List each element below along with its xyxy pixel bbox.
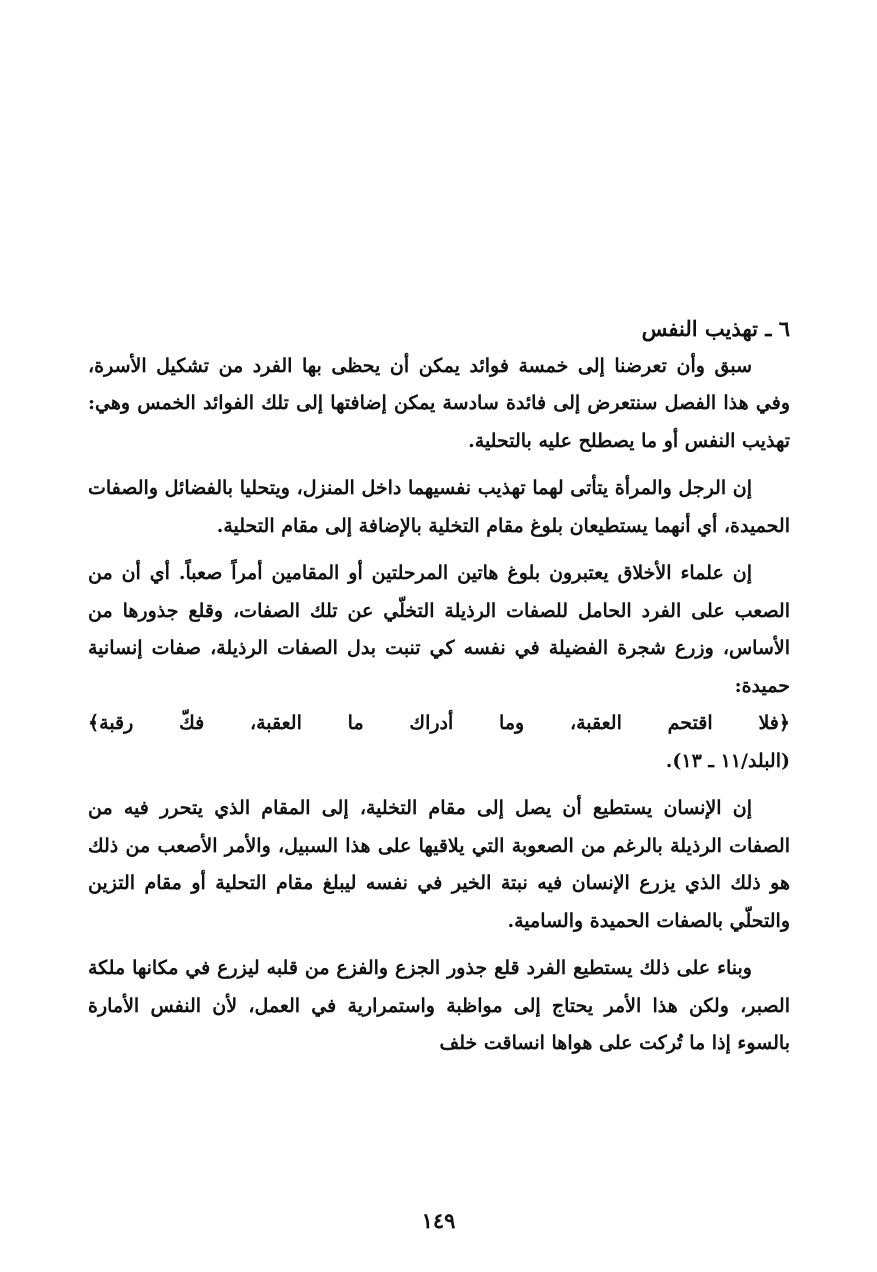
quran-verse: ﴿فلا اقتحم العقبة، وما أدراك ما العقبة، فكّ رقبة﴾ [88, 712, 790, 734]
paragraph-1: سبق وأن تعرضنا إلى خمسة فوائد يمكن أن يحظى بها الفرد من تشكيل الأسرة، وفي هذا الفصل سنتعرض إلى فائدة سادسة يمكن إضافتها إلى تلك الفوائد الخمس وهي: تهذيب النفس أو ما يصطلح عليه بالتحلية. [88, 354, 790, 452]
paragraph-5: وبناء على ذلك يستطيع الفرد قلع جذور الجزع والفزع من قلبه ليزرع في مكانها ملكة الصبر، ولكن هذا الأمر يحتاج إلى مواظبة واستمرارية في العمل، لأن النفس الأمارة بالسوء إذا ما تُركت على هواها انساقت خلف [88, 957, 790, 1054]
paragraph-2: إن الرجل والمرأة يتأتى لهما تهذيب نفسيهما داخل المنزل، ويتحليا بالفضائل والصفات الحميدة، أي أنهما يستطيعان بلوغ مقام التخلية بالإضافة إلى مقام التحلية. [88, 477, 790, 537]
paragraph-4: إن الإنسان يستطيع أن يصل إلى مقام التخلية، إلى المقام الذي يتحرر فيه من الصفات الرذيلة بالرغم من الصعوبة التي يلاقيها على هذا السبيل، والأمر الأصعب من ذلك هو ذلك الذي يزرع الإنسان فيه نبتة الخير في نفسه ليبلغ مقام التحلية أو مقام التزين والتحلّي بالصفات الحميدة والسامية. [88, 797, 790, 932]
page-number: ١٤٩ [421, 1208, 456, 1233]
section-heading: ٦ ـ تهذيب النفس [641, 316, 790, 341]
paragraph-3: إن علماء الأخلاق يعتبرون بلوغ هاتين المرحلتين أو المقامين أمراً صعباً. أي أن من الصعب على الفرد الحامل للصفات الرذيلة التخلّي عن تلك الصفات، وقلع جذورها من الأساس، وزرع شجرة الفضيلة في نفسه كي تنبت بدل الصفات الرذيلة، صفات إنسانية حميدة: [88, 562, 790, 697]
verse-citation: (البلد/١١ ـ ١٣). [665, 749, 790, 772]
page-body [88, 310, 790, 1063]
